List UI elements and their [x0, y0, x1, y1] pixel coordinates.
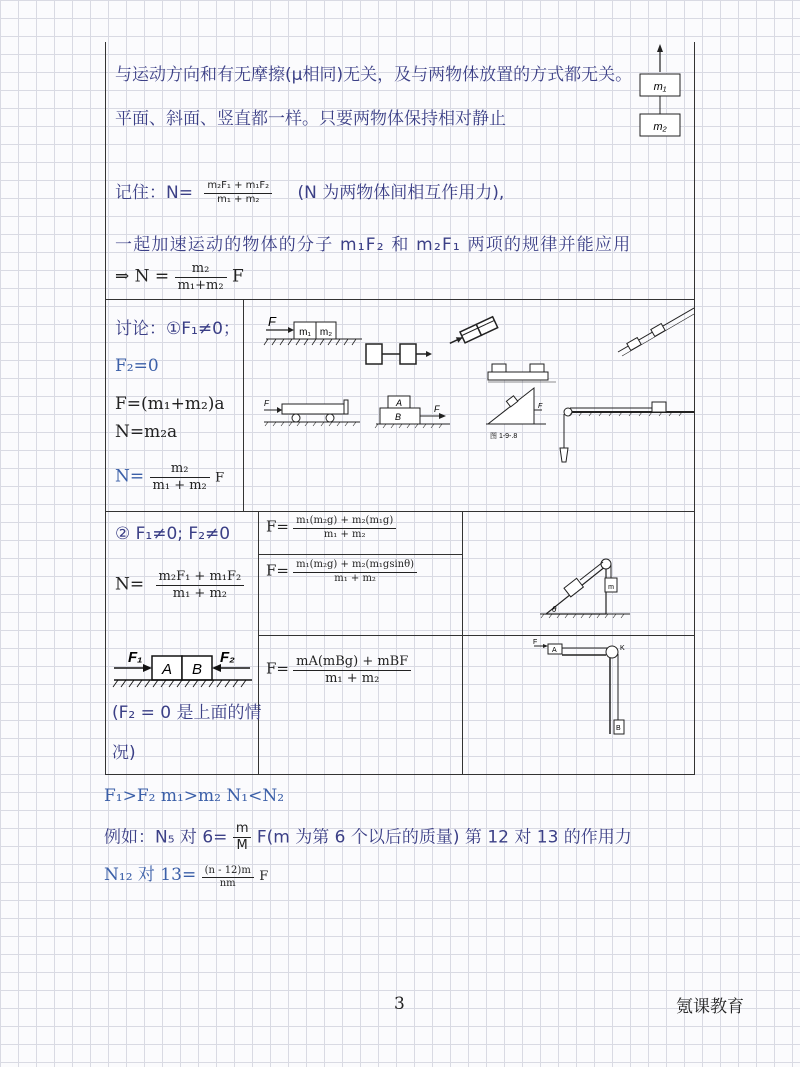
fig-b-label: B: [394, 412, 402, 422]
remember-denominator: m₁ + m₂: [217, 193, 260, 205]
n2-fraction: [156, 570, 245, 600]
fa-fraction: [293, 516, 396, 540]
remember-formula: [115, 178, 504, 205]
fig-caption: 图 1-9-.8: [490, 433, 518, 440]
fb-label: F=: [266, 561, 289, 580]
f-formula-a: [266, 516, 396, 540]
fig-m1-label: m₁: [299, 327, 311, 338]
fa-label: F=: [266, 517, 289, 536]
block-m1-label: m₁: [653, 81, 667, 93]
brand-name: 氪课教育: [676, 997, 744, 1017]
cart-figure: [264, 399, 360, 426]
n12-numerator: (n - 12)m: [202, 866, 254, 879]
example-line: [104, 822, 632, 852]
remember-numerator: m₂F₁ + m₁F₂: [204, 181, 272, 194]
n12-formula: [104, 860, 268, 890]
fig-f2-label: F: [434, 404, 440, 414]
example-numerator: m: [233, 822, 252, 838]
remember-note: (N 为两物体间相互作用力),: [297, 183, 505, 203]
n12-label: N₁₂ 对 13=: [104, 865, 197, 885]
fc-denominator: m₁ + m₂: [325, 670, 380, 686]
example-fraction: [233, 822, 252, 852]
remember-label: 记住：N=: [115, 183, 193, 203]
fig-m2-label: m₂: [319, 327, 333, 338]
n12-tail: F: [259, 869, 269, 884]
fc-fraction: [293, 655, 411, 685]
fb-denominator: m₁ + m₂: [334, 572, 376, 584]
fa-denominator: m₁ + m₂: [323, 528, 366, 540]
fa-numerator: m₁(m₂g) + m₂(m₁g): [293, 516, 396, 529]
arrow-denominator: m₁+m₂: [177, 277, 224, 293]
pulley-k-label: K: [620, 645, 625, 652]
fig-force-label: F: [268, 314, 276, 329]
discussion-case-2: ② F₁≠0; F₂≠0: [115, 524, 231, 544]
fc-label: F=: [266, 659, 289, 678]
f-formula-c: [266, 655, 411, 685]
inequality-line: F₁>F₂ m₁>m₂ N₁<N₂: [104, 786, 285, 806]
section1-figures: [250, 302, 694, 508]
block-a-label: A: [161, 661, 173, 678]
block-pair-figure: [264, 314, 362, 345]
tilted-blocks-figure: [447, 317, 497, 349]
stacked-blocks-figure: [630, 44, 690, 144]
fc-numerator: mA(mBg) + mBF: [293, 655, 411, 671]
corner-pulley-figure: [528, 638, 638, 738]
f-formula-b: [266, 560, 417, 584]
n-denominator: m₁ + m₂: [152, 477, 207, 493]
pulley-force-label: F: [533, 639, 538, 646]
intro-line-2: 平面、斜面、竖直都一样。只要两物体保持相对静止: [115, 109, 506, 129]
fb-fraction: [293, 560, 417, 584]
block-b-label: B: [191, 661, 203, 678]
arrow-fraction: [175, 262, 227, 292]
n-fraction: [150, 462, 210, 492]
arrow-label: ⇒ N =: [115, 266, 170, 287]
equation-f: F=(m₁+m₂)a: [115, 394, 225, 414]
svg-text:F: F: [264, 399, 269, 408]
shelf-blocks-figure: [488, 364, 556, 382]
wedge-figure: [486, 388, 546, 440]
remember-fraction: [204, 181, 272, 205]
example-denominator: M: [236, 837, 248, 853]
discussion-case-1: 讨论：①F₁≠0；: [115, 319, 240, 339]
note-line-2: 况): [112, 743, 136, 763]
n2-denominator: m₁ + m₂: [172, 585, 227, 601]
n-tail: F: [215, 470, 225, 486]
equation-n: N=m₂a: [115, 422, 178, 442]
fb-numerator: m₁(m₂g) + m₂(m₁gsinθ): [293, 560, 417, 573]
block-m2-label: m₂: [653, 121, 667, 133]
angle-label: θ: [552, 605, 557, 614]
n-label: N=: [115, 466, 145, 487]
n12-fraction: [202, 866, 254, 890]
pulley-table-figure: [560, 402, 694, 462]
example-tail: F(m 为第 6 个以后的质量) 第 12 对 13 的作用力: [256, 827, 632, 848]
stacked-ab-figure: [375, 396, 450, 428]
f2-zero: F₂=0: [115, 356, 159, 376]
force-f2-label: F₂: [220, 649, 235, 666]
pulley-a-label: A: [552, 647, 557, 654]
incline-blocks-figure: [618, 308, 694, 356]
n-formula-1: [115, 462, 224, 492]
fig-a-label: A: [395, 398, 403, 408]
arrow-numerator: m₂: [175, 262, 227, 278]
force-f1-label: F₁: [128, 649, 143, 666]
example-label: 例如：N₅ 对 6=: [104, 827, 228, 848]
n-numerator: m₂: [150, 462, 210, 478]
arrow-head: [657, 44, 663, 52]
n2-numerator: m₂F₁ + m₁F₂: [156, 570, 245, 586]
n12-denominator: nm: [219, 878, 236, 889]
n-formula-2: [115, 570, 244, 600]
hanging-mass-label: m: [608, 584, 614, 591]
intro-line-1: 与运动方向和有无摩擦(μ相同)无关，及与两物体放置的方式都无关。: [115, 65, 633, 85]
connected-boxes-figure: [366, 344, 432, 364]
pulley-b-label: B: [616, 725, 621, 732]
arrow-tail: F: [231, 266, 244, 287]
incline-pulley-figure: [530, 550, 640, 620]
rule-line: 一起加速运动的物体的分子 m₁F₂ 和 m₂F₁ 两项的规律并能应用: [115, 235, 632, 255]
svg-text:F: F: [538, 403, 543, 410]
page-number: 3: [394, 994, 405, 1014]
opposing-forces-figure: [112, 644, 254, 694]
arrow-formula: [115, 262, 244, 292]
n2-label: N=: [115, 574, 145, 595]
note-line-1: (F₂ = 0 是上面的情: [112, 703, 262, 723]
